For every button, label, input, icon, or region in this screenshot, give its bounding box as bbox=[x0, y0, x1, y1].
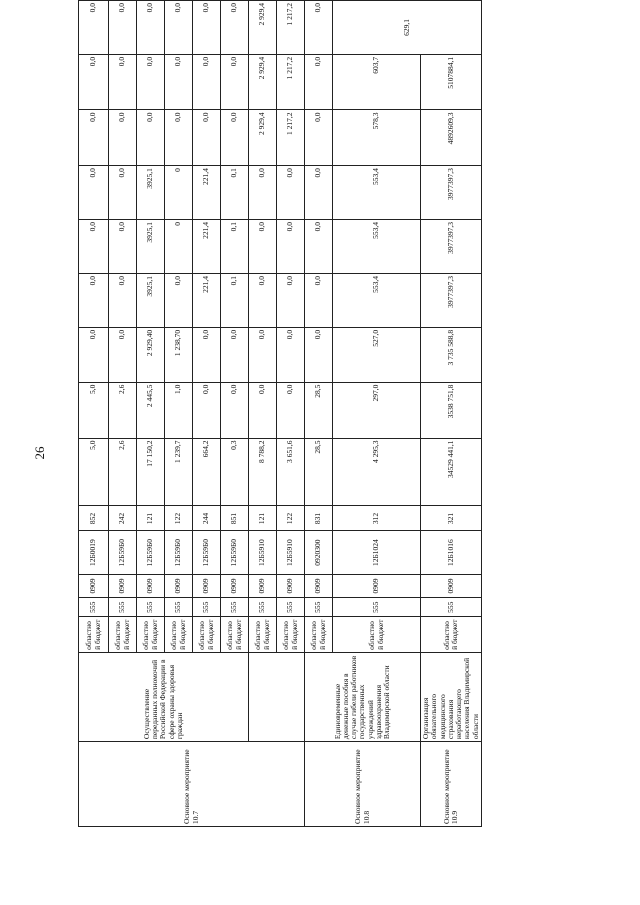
section-code-cell: 0909 bbox=[221, 574, 249, 597]
expense-type-cell: 121 bbox=[249, 506, 277, 531]
value-cell: 3538 751,8 bbox=[421, 382, 482, 438]
value-cell: 0,0 bbox=[193, 1, 221, 55]
value-cell: 2 929,4 bbox=[249, 1, 277, 55]
value-cell: 0,0 bbox=[79, 273, 109, 327]
value-cell: 8 788,2 bbox=[249, 438, 277, 506]
funding-source-cell: областно й бюджет bbox=[137, 617, 165, 653]
section-code-cell: 0909 bbox=[165, 574, 193, 597]
page-number: 26 bbox=[32, 446, 47, 460]
value-cell: 4 295,3 bbox=[333, 438, 421, 506]
value-cell: 28,5 bbox=[305, 438, 333, 506]
value-cell: 1 239,7 bbox=[165, 438, 193, 506]
expense-type-cell: 244 bbox=[193, 506, 221, 531]
funding-source-cell: областно й бюджет bbox=[333, 617, 421, 653]
value-cell: 0,0 bbox=[193, 327, 221, 382]
value-cell: 0,3 bbox=[221, 438, 249, 506]
value-cell: 2 929,4 bbox=[249, 110, 277, 166]
value-cell: 0,0 bbox=[221, 1, 249, 55]
value-cell: 0,0 bbox=[249, 382, 277, 438]
value-cell: 0,0 bbox=[165, 1, 193, 55]
value-cell: 3977397,3 bbox=[421, 166, 482, 220]
admin-code-cell: 555 bbox=[333, 598, 421, 617]
value-cell: 0,0 bbox=[193, 110, 221, 166]
target-article-cell: 12Б5910 bbox=[249, 531, 277, 574]
value-cell: 0 bbox=[165, 220, 193, 274]
value-cell: 0,0 bbox=[109, 110, 137, 166]
value-cell: 0,0 bbox=[109, 1, 137, 55]
value-cell: 0,0 bbox=[79, 327, 109, 382]
value-cell: 0,0 bbox=[277, 273, 305, 327]
measure-name-cell: Организация обязательного медицинского страхования неработающего населения Владимирской области bbox=[421, 652, 482, 741]
admin-code-cell: 555 bbox=[193, 598, 221, 617]
value-cell: 0 bbox=[165, 166, 193, 220]
value-cell: 0,0 bbox=[221, 54, 249, 110]
admin-code-cell: 555 bbox=[137, 598, 165, 617]
value-cell: 3977397,3 bbox=[421, 273, 482, 327]
value-cell: 0,0 bbox=[79, 166, 109, 220]
target-article-cell: 0920300 bbox=[305, 531, 333, 574]
value-cell: 0,0 bbox=[109, 220, 137, 274]
target-article-cell: 12Б59Б0 bbox=[137, 531, 165, 574]
measure-name-cell-empty bbox=[249, 652, 305, 741]
target-article-cell: 12Б1016 bbox=[421, 531, 482, 574]
value-cell: 0,0 bbox=[249, 220, 277, 274]
value-cell: 0,0 bbox=[165, 273, 193, 327]
value-cell: 0,0 bbox=[137, 110, 165, 166]
value-cell: 578,3 bbox=[333, 110, 421, 166]
admin-code-cell: 555 bbox=[165, 598, 193, 617]
value-cell: 1 217,2 bbox=[277, 110, 305, 166]
value-cell: 0,0 bbox=[305, 110, 333, 166]
value-cell: 4892609,3 bbox=[421, 110, 482, 166]
measure-cell: Основное мероприятие 10.9 bbox=[421, 742, 482, 827]
measure-cell: Основное мероприятие 10.7 bbox=[79, 742, 305, 827]
target-article-cell: 12Б59Б0 bbox=[109, 531, 137, 574]
value-cell: 34529 441,1 bbox=[421, 438, 482, 506]
value-cell: 603,7 bbox=[333, 54, 421, 110]
admin-code-cell: 555 bbox=[277, 598, 305, 617]
section-code-cell: 0909 bbox=[193, 574, 221, 597]
value-cell: 1 217,2 bbox=[277, 1, 305, 55]
value-cell: 553,4 bbox=[333, 166, 421, 220]
value-cell: 0,0 bbox=[109, 273, 137, 327]
value-cell: 0,0 bbox=[221, 110, 249, 166]
target-article-cell: 12Б59Б0 bbox=[165, 531, 193, 574]
value-cell: 1 217,2 bbox=[277, 54, 305, 110]
target-article-cell: 12Б0019 bbox=[79, 531, 109, 574]
value-cell: 3977397,3 bbox=[421, 220, 482, 274]
value-cell: 0,0 bbox=[249, 273, 277, 327]
expense-type-cell: 852 bbox=[79, 506, 109, 531]
measure-name-cell: Осуществление переданных полномочий Российской Федерации в сфере охраны здоровья граждан bbox=[79, 652, 249, 741]
value-cell: 3925,1 bbox=[137, 166, 165, 220]
value-cell: 0,0 bbox=[165, 54, 193, 110]
value-cell: 0,0 bbox=[221, 327, 249, 382]
measure-name-cell: Единовременные денежные пособия в случае гибели работников государственных учреждений здравоохранения Владимирской области bbox=[305, 652, 421, 741]
value-cell: 0,0 bbox=[249, 166, 277, 220]
table-row bbox=[421, 1, 482, 827]
measure-cell: Основное мероприятие 10.8 bbox=[305, 742, 421, 827]
value-cell-merged: 629,1 bbox=[333, 1, 482, 55]
value-cell: 0,1 bbox=[221, 273, 249, 327]
admin-code-cell: 555 bbox=[305, 598, 333, 617]
expense-type-cell: 831 bbox=[305, 506, 333, 531]
value-cell: 221,4 bbox=[193, 166, 221, 220]
funding-source-cell: областно й бюджет bbox=[193, 617, 221, 653]
admin-code-cell: 555 bbox=[249, 598, 277, 617]
value-cell: 0,0 bbox=[249, 327, 277, 382]
value-cell: 0,0 bbox=[277, 166, 305, 220]
value-cell: 2,6 bbox=[109, 438, 137, 506]
section-code-cell: 0909 bbox=[249, 574, 277, 597]
value-cell: 0,1 bbox=[221, 220, 249, 274]
funding-source-cell: областно й бюджет bbox=[79, 617, 109, 653]
funding-source-cell: областно й бюджет bbox=[421, 617, 482, 653]
admin-code-cell: 555 bbox=[221, 598, 249, 617]
value-cell: 0,0 bbox=[277, 327, 305, 382]
value-cell: 297,0 bbox=[333, 382, 421, 438]
value-cell: 0,0 bbox=[193, 382, 221, 438]
value-cell: 3 735 588,8 bbox=[421, 327, 482, 382]
admin-code-cell: 555 bbox=[79, 598, 109, 617]
value-cell: 0,0 bbox=[137, 1, 165, 55]
value-cell: 0,0 bbox=[193, 54, 221, 110]
value-cell: 2 929,4 bbox=[249, 54, 277, 110]
funding-source-cell: областно й бюджет bbox=[109, 617, 137, 653]
section-code-cell: 0909 bbox=[421, 574, 482, 597]
funding-source-cell: областно й бюджет bbox=[221, 617, 249, 653]
section-code-cell: 0909 bbox=[277, 574, 305, 597]
value-cell: 0,0 bbox=[79, 54, 109, 110]
target-article-cell: 12Б59Б0 bbox=[193, 531, 221, 574]
value-cell: 0,0 bbox=[109, 54, 137, 110]
value-cell: 3925,1 bbox=[137, 220, 165, 274]
expense-type-cell: 312 bbox=[333, 506, 421, 531]
table-row bbox=[249, 1, 277, 827]
value-cell: 28,5 bbox=[305, 382, 333, 438]
section-code-cell: 0909 bbox=[109, 574, 137, 597]
funding-source-cell: областно й бюджет bbox=[305, 617, 333, 653]
funding-source-cell: областно й бюджет bbox=[249, 617, 277, 653]
value-cell: 0,0 bbox=[221, 382, 249, 438]
table-row bbox=[305, 1, 333, 827]
value-cell: 221,4 bbox=[193, 273, 221, 327]
value-cell: 527,0 bbox=[333, 327, 421, 382]
admin-code-cell: 555 bbox=[109, 598, 137, 617]
expense-type-cell: 122 bbox=[277, 506, 305, 531]
section-code-cell: 0909 bbox=[137, 574, 165, 597]
funding-source-cell: областно й бюджет bbox=[277, 617, 305, 653]
value-cell: 0,1 bbox=[221, 166, 249, 220]
expense-type-cell: 851 bbox=[221, 506, 249, 531]
value-cell: 2 929,40 bbox=[137, 327, 165, 382]
section-code-cell: 0909 bbox=[333, 574, 421, 597]
value-cell: 0,0 bbox=[305, 327, 333, 382]
value-cell: 0,0 bbox=[305, 166, 333, 220]
section-code-cell: 0909 bbox=[305, 574, 333, 597]
value-cell: 553,4 bbox=[333, 273, 421, 327]
table-row bbox=[79, 1, 109, 827]
value-cell: 0,0 bbox=[109, 166, 137, 220]
value-cell: 0,0 bbox=[305, 273, 333, 327]
target-article-cell: 12Б5910 bbox=[277, 531, 305, 574]
value-cell: 0,0 bbox=[137, 54, 165, 110]
admin-code-cell: 555 bbox=[421, 598, 482, 617]
value-cell: 17 150,2 bbox=[137, 438, 165, 506]
value-cell: 0,0 bbox=[305, 220, 333, 274]
value-cell: 3925,1 bbox=[137, 273, 165, 327]
value-cell: 0,0 bbox=[277, 382, 305, 438]
value-cell: 0,0 bbox=[305, 54, 333, 110]
section-code-cell: 0909 bbox=[79, 574, 109, 597]
expense-type-cell: 121 bbox=[137, 506, 165, 531]
value-cell: 3 651,6 bbox=[277, 438, 305, 506]
value-cell: 2,6 bbox=[109, 382, 137, 438]
value-cell: 2 445,5 bbox=[137, 382, 165, 438]
expense-type-cell: 321 bbox=[421, 506, 482, 531]
value-cell: 553,4 bbox=[333, 220, 421, 274]
value-cell: 664,2 bbox=[193, 438, 221, 506]
target-article-cell: 12Б59Б0 bbox=[221, 531, 249, 574]
expense-type-cell: 122 bbox=[165, 506, 193, 531]
value-cell: 0,0 bbox=[109, 327, 137, 382]
value-cell: 1,0 bbox=[165, 382, 193, 438]
value-cell: 0,0 bbox=[165, 110, 193, 166]
value-cell: 0,0 bbox=[79, 220, 109, 274]
value-cell: 0,0 bbox=[277, 220, 305, 274]
target-article-cell: 12Б1024 bbox=[333, 531, 421, 574]
value-cell: 1 238,70 bbox=[165, 327, 193, 382]
value-cell: 5107884,1 bbox=[421, 54, 482, 110]
value-cell: 5,0 bbox=[79, 438, 109, 506]
budget-table bbox=[78, 0, 482, 827]
value-cell: 0,0 bbox=[305, 1, 333, 55]
value-cell: 0,0 bbox=[79, 110, 109, 166]
expense-type-cell: 242 bbox=[109, 506, 137, 531]
value-cell: 0,0 bbox=[79, 1, 109, 55]
value-cell: 5,0 bbox=[79, 382, 109, 438]
value-cell: 221,4 bbox=[193, 220, 221, 274]
funding-source-cell: областно й бюджет bbox=[165, 617, 193, 653]
